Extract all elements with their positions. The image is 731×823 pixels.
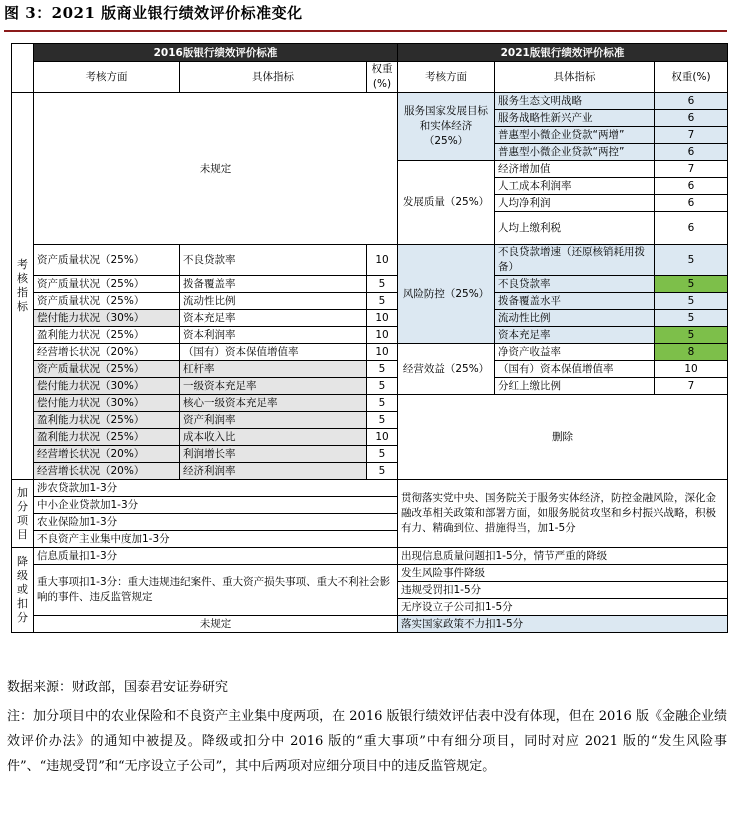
penalty-right-item: 落实国家政策不力扣1-5分 [398,616,728,633]
col-indicator-right: 具体指标 [495,62,655,93]
left-weight: 5 [367,378,398,395]
left-aspect: 偿付能力状况（30%） [34,378,180,395]
left-aspect: 偿付能力状况（30%） [34,310,180,327]
col-weight-right: 权重(%) [655,62,728,93]
left-indicator: 杠杆率 [180,361,367,378]
left-indicator: 一级资本充足率 [180,378,367,395]
right-weight: 6 [655,195,728,212]
left-weight: 5 [367,412,398,429]
right-aspect: 风险防控（25%） [398,245,495,344]
right-indicator: 净资产收益率 [495,344,655,361]
left-weight: 5 [367,446,398,463]
right-weight: 6 [655,178,728,195]
left-weight: 10 [367,310,398,327]
title-rule [4,30,727,32]
left-aspect: 资产质量状况（25%） [34,293,180,310]
table-row [12,44,728,62]
col-indicator-left: 具体指标 [180,62,367,93]
right-weight: 6 [655,212,728,245]
penalty-right-item: 出现信息质量问题扣1-5分，情节严重的降级 [398,548,728,565]
left-weight: 10 [367,327,398,344]
left-indicator: 核心一级资本充足率 [180,395,367,412]
table-row [12,93,728,110]
left-not-specified: 未规定 [34,93,398,245]
left-weight: 5 [367,463,398,480]
right-indicator: 普惠型小微企业贷款“两控” [495,144,655,161]
right-weight: 7 [655,161,728,178]
right-indicator: （国有）资本保值增值率 [495,361,655,378]
left-indicator: 资产利润率 [180,412,367,429]
left-aspect: 资产质量状况（25%） [34,361,180,378]
bonus-left-item: 不良资产主业集中度加1-3分 [34,531,398,548]
right-aspect: 经营效益（25%） [398,344,495,395]
left-aspect: 偿付能力状况（30%） [34,395,180,412]
right-header: 2021版银行绩效评价标准 [398,44,728,62]
left-indicator: （国有）资本保值增值率 [180,344,367,361]
left-weight: 5 [367,293,398,310]
table-row [12,616,728,633]
right-indicator: 资本充足率 [495,327,655,344]
group-label-bonus: 加分项目 [12,480,34,548]
bonus-left-item: 农业保险加1-3分 [34,514,398,531]
right-weight: 8 [655,344,728,361]
left-indicator: 资本充足率 [180,310,367,327]
penalty-left-not-specified: 未规定 [34,616,398,633]
left-aspect: 盈利能力状况（25%） [34,412,180,429]
figure-title: 图 3：2021 版商业银行绩效评价标准变化 [4,4,303,22]
col-aspect-left: 考核方面 [34,62,180,93]
footnote: 注：加分项目中的农业保险和不良资产主业集中度两项，在 2016 版银行绩效评估表中没有体现，但在 2016 版《金融企业绩效评价办法》的通知中被提及。降级或扣分中 2016 版的“重大事项”中有细分项目，同时对应 2021 版的“发生风险事件”、“违规受罚”和“无序设立子公司”，其中后两项对应细分项目中的违反监管规定。 [7,709,727,774]
right-indicator: 经济增加值 [495,161,655,178]
right-weight: 5 [655,245,728,276]
left-weight: 5 [367,395,398,412]
right-weight: 5 [655,310,728,327]
penalty-left-info: 信息质量扣1-3分 [34,548,398,565]
right-weight: 5 [655,276,728,293]
penalty-left-major: 重大事项扣1-3分：重大违规违纪案件、重大资产损失事项、重大不利社会影响的事件、违反监管规定 [34,565,398,616]
left-aspect: 经营增长状况（20%） [34,463,180,480]
right-deleted: 删除 [398,395,728,480]
comparison-table [11,43,728,633]
left-indicator: 不良贷款率 [180,245,367,276]
left-weight: 5 [367,361,398,378]
right-weight: 6 [655,144,728,161]
right-indicator: 人均上缴利税 [495,212,655,245]
right-weight: 6 [655,93,728,110]
table-row [12,245,728,276]
col-aspect-right: 考核方面 [398,62,495,93]
table-row [12,344,728,361]
right-indicator: 人均净利润 [495,195,655,212]
right-indicator: 不良贷款增速（还原核销耗用拨备） [495,245,655,276]
table-row [12,276,728,293]
bonus-right: 贯彻落实党中央、国务院关于服务实体经济，防控金融风险，深化金融改革相关政策和部署方面，如服务脱贫攻坚和乡村振兴战略，积极有力、精确到位、措施得当，加1-5分 [398,480,728,548]
left-weight: 10 [367,245,398,276]
left-aspect: 盈利能力状况（25%） [34,327,180,344]
left-indicator: 经济利润率 [180,463,367,480]
table-row [12,310,728,327]
right-indicator: 服务生态文明战略 [495,93,655,110]
table-row [12,293,728,310]
bonus-left-item: 中小企业贷款加1-3分 [34,497,398,514]
left-weight: 5 [367,276,398,293]
left-aspect: 盈利能力状况（25%） [34,429,180,446]
right-weight: 7 [655,127,728,144]
left-indicator: 流动性比例 [180,293,367,310]
right-indicator: 人工成本利润率 [495,178,655,195]
left-aspect: 资产质量状况（25%） [34,276,180,293]
left-header: 2016版银行绩效评价标准 [34,44,398,62]
left-aspect: 经营增长状况（20%） [34,344,180,361]
right-indicator: 流动性比例 [495,310,655,327]
table-row [12,480,728,497]
right-indicator: 不良贷款率 [495,276,655,293]
right-indicator: 普惠型小微企业贷款“两增” [495,127,655,144]
right-aspect: 服务国家发展目标和实体经济（25%） [398,93,495,161]
right-indicator: 拨备覆盖水平 [495,293,655,310]
penalty-right-item: 违规受罚扣1-5分 [398,582,728,599]
left-indicator: 利润增长率 [180,446,367,463]
penalty-right-item: 发生风险事件降级 [398,565,728,582]
left-indicator: 成本收入比 [180,429,367,446]
right-weight: 10 [655,361,728,378]
table-row [12,327,728,344]
left-aspect: 资产质量状况（25%） [34,245,180,276]
table-row [12,548,728,565]
right-weight: 6 [655,110,728,127]
group-label-assessment: 考核指标 [12,93,34,480]
penalty-right-item: 无序设立子公司扣1-5分 [398,599,728,616]
left-weight: 10 [367,344,398,361]
data-source: 数据来源：财政部，国泰君安证券研究 [7,680,229,695]
right-indicator: 分红上缴比例 [495,378,655,395]
group-label-penalty: 降级或扣分 [12,548,34,633]
col-weight-left: 权重(%) [367,62,398,93]
right-aspect: 发展质量（25%） [398,161,495,245]
left-indicator: 资本利润率 [180,327,367,344]
right-weight: 5 [655,293,728,310]
table-row [12,565,728,582]
left-weight: 10 [367,429,398,446]
left-aspect: 经营增长状况（20%） [34,446,180,463]
corner-cell [12,44,34,93]
bonus-left-item: 涉农贷款加1-3分 [34,480,398,497]
table-row [12,62,728,93]
table-row [12,395,728,412]
table-row [12,378,728,395]
left-indicator: 拨备覆盖率 [180,276,367,293]
table-row [12,361,728,378]
right-weight: 7 [655,378,728,395]
right-weight: 5 [655,327,728,344]
right-indicator: 服务战略性新兴产业 [495,110,655,127]
